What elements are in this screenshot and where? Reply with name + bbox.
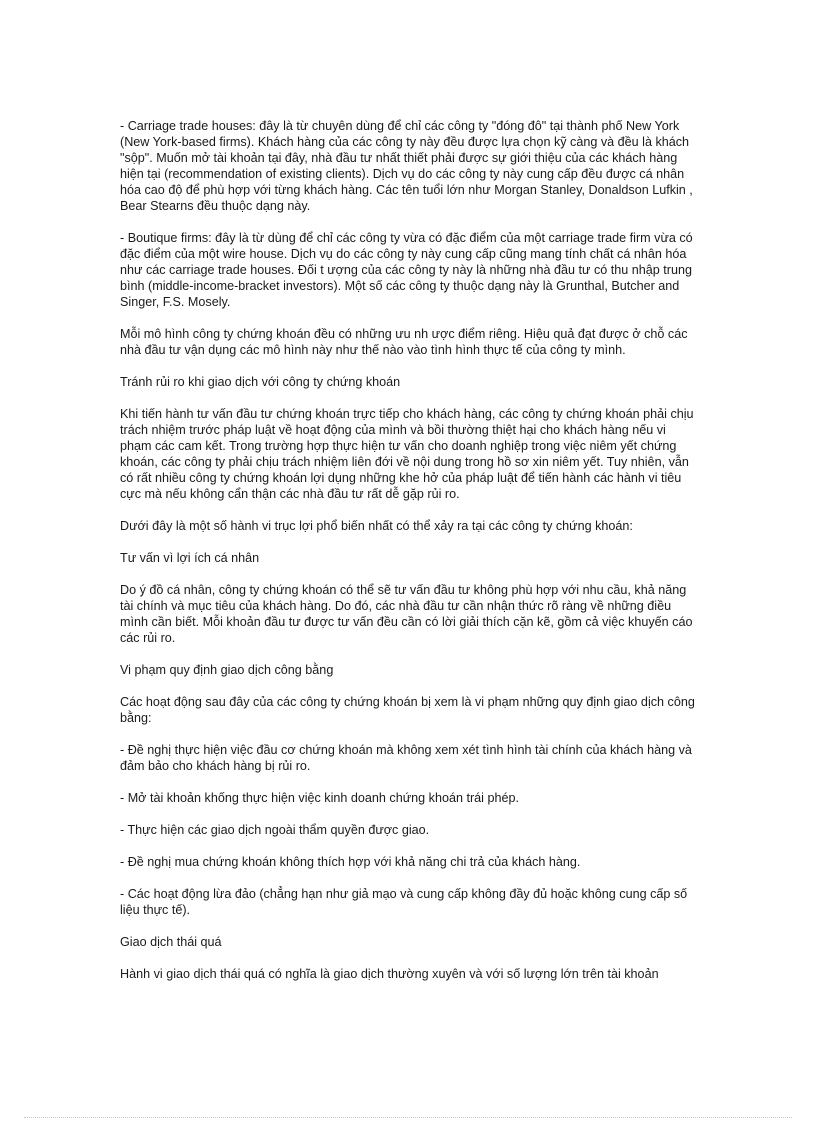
paragraph-carriage-trade-houses: - Carriage trade houses: đây là từ chuyên dùng để chỉ các công ty "đóng đô" tại thành phố New York (New York-based firms). Khách hàng của các công ty này đều được lựa chọn kỹ càng và đều là khách "sộp". Muốn mở tài khoản tại đây, nhà đầu tư nhất thiết phải được sự giới thiệu của các khách hàng hiện tại (recommendation of existing clients). Dịch vụ do các công ty này cung cấp đều được cá nhân hóa cao độ để phù hợp với từng khách hàng. Các tên tuổi lớn như Morgan Stanley, Donaldson Lufkin , Bear Stearns đều thuộc dạng này. [120,119,693,213]
list-item-speculation: - Đề nghị thực hiện việc đầu cơ chứng khoán mà không xem xét tình hình tài chính của khách hàng và đảm bảo cho khách hàng bị rủi ro. [120,743,692,773]
paragraph-boutique-firms: - Boutique firms: đây là từ dùng để chỉ các công ty vừa có đặc điểm của một carriage trade firm vừa có đặc điểm của một wire house. Dịch vụ do các công ty này cung cấp cũng mang tính chất cá nhân hóa như các carriage trade houses. Đối t ượng của các công ty này là những nhà đầu tư có thu nhập trung bình (middle-income-bracket investors). Một số các công ty thuộc dạng này là Grunthal, Butcher and Singer, F.S. Mosely. [120,231,693,309]
page-bottom-divider [24,1117,792,1118]
paragraph-fair-trading-intro: Các hoạt động sau đây của các công ty chứng khoán bị xem là vi phạm những quy định giao dịch công bằng: [120,695,695,725]
paragraph-common-abuses-intro: Dưới đây là một số hành vi trục lợi phổ biến nhất có thể xảy ra tại các công ty chứng khoán: [120,519,633,533]
paragraph-self-interest-advice: Do ý đồ cá nhân, công ty chứng khoán có thể sẽ tư vấn đầu tư không phù hợp với nhu cầu, khả năng tài chính và mục tiêu của khách hàng. Do đó, các nhà đầu tư cần nhận thức rõ ràng về những điều mình cần biết. Mỗi khoản đầu tư được tư vấn đều cần có lời giải thích cặn kẽ, gồm cả việc khuyến cáo các rủi ro. [120,583,693,645]
heading-excessive-trading: Giao dịch thái quá [120,935,222,949]
heading-self-interest-advice: Tư vấn vì lợi ích cá nhân [120,551,260,565]
list-item-fraud: - Các hoạt động lừa đảo (chẳng hạn như giả mạo và cung cấp không đầy đủ hoặc không cung cấp số liệu thực tế). [120,887,688,917]
heading-fair-trading-violation: Vi phạm quy định giao dịch công bằng [120,663,334,677]
paragraph-model-summary: Mỗi mô hình công ty chứng khoán đều có những ưu nh ược điểm riêng. Hiệu quả đạt được ở chỗ các nhà đầu tư vận dụng các mô hình này như thế nào vào tình hình thực tế của công ty mình. [120,327,688,357]
heading-avoid-risk: Tránh rủi ro khi giao dịch với công ty chứng khoán [120,375,401,389]
paragraph-excessive-trading: Hành vi giao dịch thái quá có nghĩa là giao dịch thường xuyên và với số lượng lớn trên tài khoản [120,967,659,981]
list-item-fake-accounts: - Mở tài khoản khống thực hiện việc kinh doanh chứng khoán trái phép. [120,791,519,805]
document-body [120,118,700,998]
paragraph-advisory-responsibility: Khi tiến hành tư vấn đầu tư chứng khoán trực tiếp cho khách hàng, các công ty chứng khoán phải chịu trách nhiệm trước pháp luật về hoạt động của mình và bồi thường thiệt hại cho khách hàng nếu vi phạm các cam kết. Trong trường hợp thực hiện tư vấn cho doanh nghiệp trong việc niêm yết chứng khoán, các công ty phải chịu trách nhiệm liên đới về nội dung trong hồ sơ xin niêm yết. Tuy nhiên, vẫn có rất nhiều công ty chứng khoán lợi dụng những khe hở của pháp luật để tiến hành các hành vi tiêu cực mà nếu không cẩn thận các nhà đầu tư rất dễ gặp rủi ro. [120,407,694,501]
list-item-unsuitable-purchase: - Đề nghị mua chứng khoán không thích hợp với khả năng chi trả của khách hàng. [120,855,581,869]
list-item-unauthorized-trades: - Thực hiện các giao dịch ngoài thẩm quyền được giao. [120,823,430,837]
